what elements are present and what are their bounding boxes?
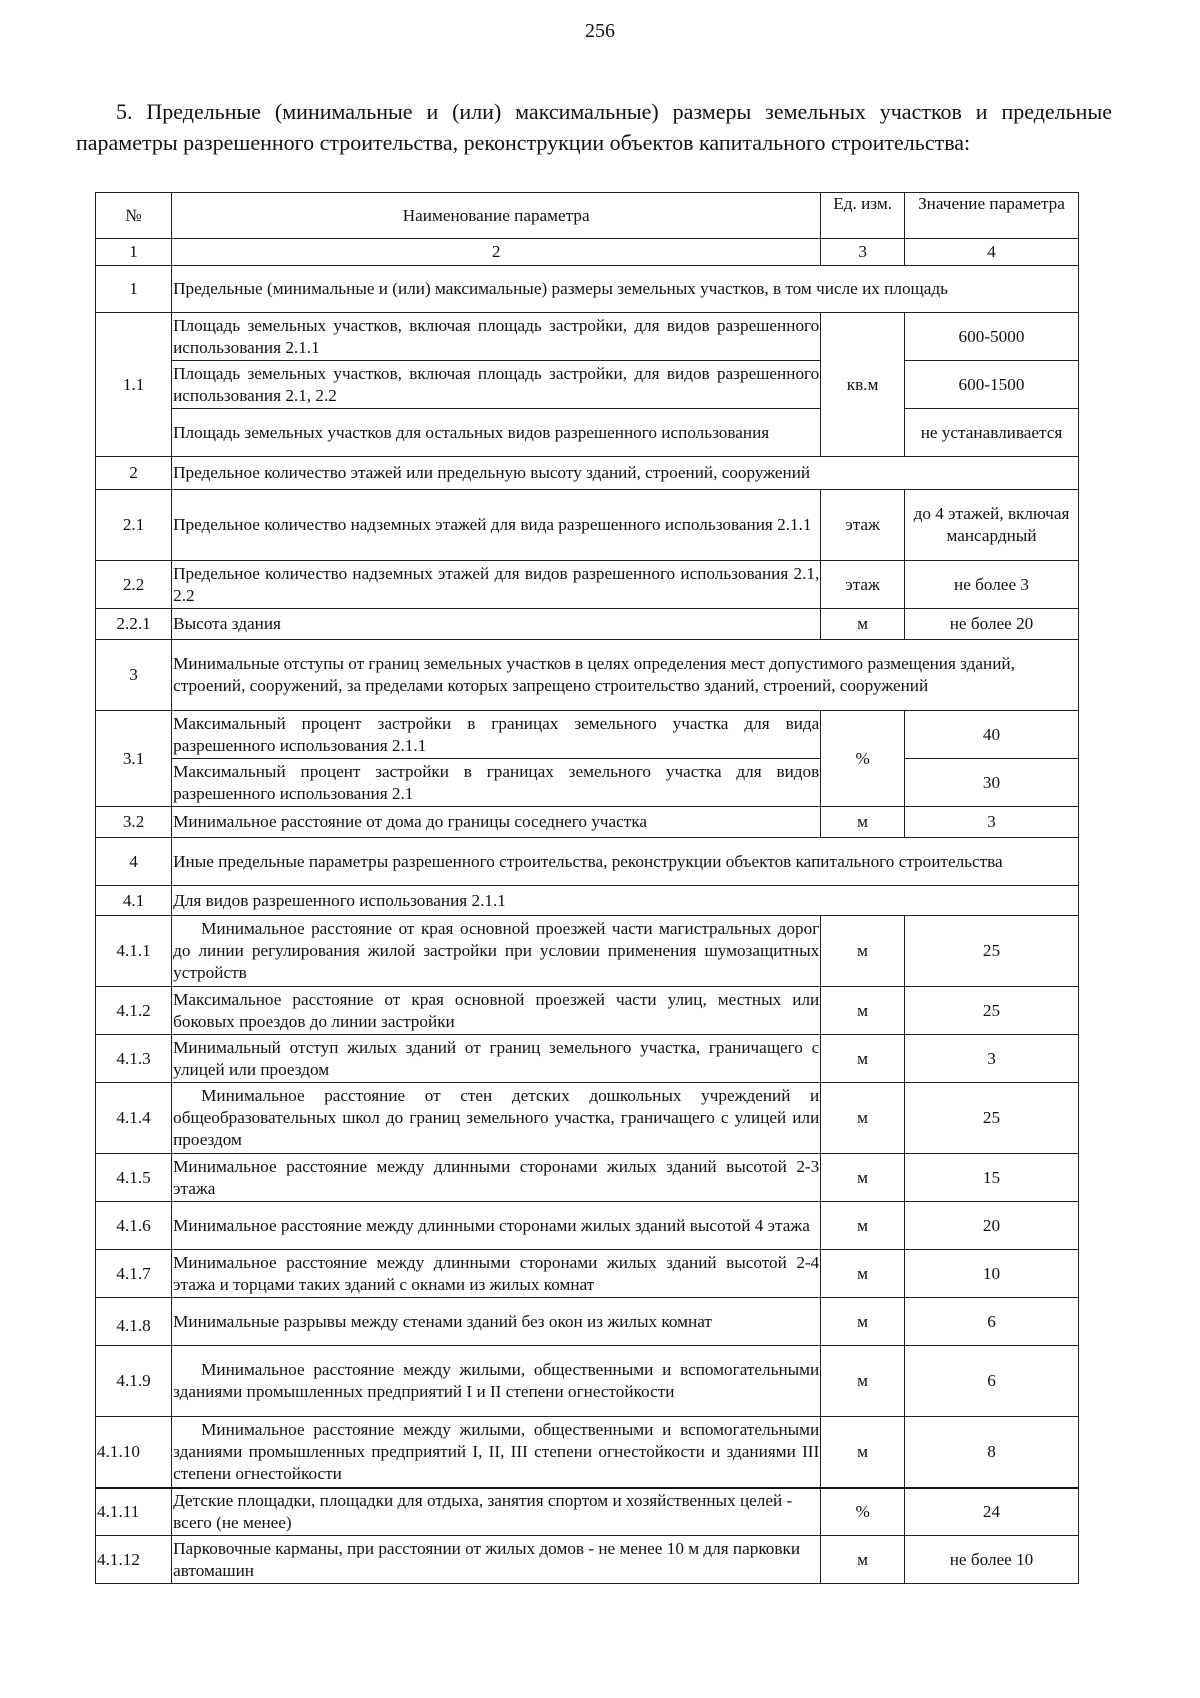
row-unit: м xyxy=(821,916,905,987)
row-name: Высота здания xyxy=(172,609,821,640)
table-row xyxy=(96,807,1079,838)
row-unit: этаж xyxy=(821,490,905,561)
row-value: не устанавливается xyxy=(904,409,1078,457)
row-unit: м xyxy=(821,609,905,640)
table-row xyxy=(96,409,1079,457)
row-value: 20 xyxy=(904,1202,1078,1250)
row-num: 4.1.2 xyxy=(96,987,172,1035)
table-header-row xyxy=(96,193,1079,239)
row-value: 15 xyxy=(904,1154,1078,1202)
row-value: 40 xyxy=(904,711,1078,759)
row-value: до 4 этажей, включая мансардный xyxy=(904,490,1078,561)
row-value: 8 xyxy=(904,1417,1078,1488)
row-num: 2.2.1 xyxy=(96,609,172,640)
table-row xyxy=(96,457,1079,490)
table-row xyxy=(96,886,1079,916)
row-name: Минимальное расстояние между длинными сторонами жилых зданий высотой 2-3 этажа xyxy=(172,1154,821,1202)
row-num: 4.1.4 xyxy=(96,1083,172,1154)
table-row xyxy=(96,711,1079,759)
table-row xyxy=(96,987,1079,1035)
row-num: 4.1.3 xyxy=(96,1035,172,1083)
row-name: Предельные (минимальные и (или) максимальные) размеры земельных участков, в том числе их площадь xyxy=(172,266,1079,313)
row-num: 4.1.12 xyxy=(96,1536,172,1584)
row-value: 25 xyxy=(904,1083,1078,1154)
table-row xyxy=(96,266,1079,313)
col-number-4: 4 xyxy=(904,239,1078,266)
parameters-table xyxy=(95,192,1079,1584)
table-row xyxy=(96,1202,1079,1250)
row-value: 600-5000 xyxy=(904,313,1078,361)
row-num: 2 xyxy=(96,457,172,490)
row-name: Минимальный отступ жилых зданий от границ земельного участка, граничащего с улицей или проездом xyxy=(172,1035,821,1083)
row-value: 30 xyxy=(904,759,1078,807)
table-row xyxy=(96,1536,1079,1584)
page-number: 256 xyxy=(585,20,615,42)
col-number-1: 1 xyxy=(96,239,172,266)
row-value: не более 3 xyxy=(904,561,1078,609)
row-value: не более 10 xyxy=(904,1536,1078,1584)
row-value: 3 xyxy=(904,807,1078,838)
row-name: Предельное количество надземных этажей для видов разрешенного использования 2.1, 2.2 xyxy=(172,561,821,609)
row-name: Предельное количество надземных этажей для вида разрешенного использования 2.1.1 xyxy=(172,490,821,561)
row-num: 1 xyxy=(96,266,172,313)
col-number-3: 3 xyxy=(821,239,905,266)
row-name: Детские площадки, площадки для отдыха, занятия спортом и хозяйственных целей - всего (не менее) xyxy=(172,1488,821,1536)
row-name: Минимальное расстояние между длинными сторонами жилых зданий высотой 2-4 этажа и торцами таких зданий с окнами из жилых комнат xyxy=(172,1250,821,1298)
section-heading xyxy=(76,96,1112,158)
col-number-2: 2 xyxy=(172,239,821,266)
header-name: Наименование параметра xyxy=(172,193,821,239)
header-num: № xyxy=(96,193,172,239)
row-unit: м xyxy=(821,987,905,1035)
table-row xyxy=(96,1488,1079,1536)
row-unit: м xyxy=(821,1202,905,1250)
row-name: Минимальное расстояние между жилыми, общественными и вспомогательными зданиями промышленных предприятий I и II степени огнестойкости xyxy=(172,1346,821,1417)
row-name: Минимальное расстояние между длинными сторонами жилых зданий высотой 4 этажа xyxy=(172,1202,821,1250)
row-name: Минимальное расстояние от стен детских дошкольных учреждений и общеобразовательных школ до границ земельного участка, граничащего с улицей или проездом xyxy=(172,1083,821,1154)
table-row xyxy=(96,490,1079,561)
row-value: 10 xyxy=(904,1250,1078,1298)
row-unit: м xyxy=(821,1250,905,1298)
table-row xyxy=(96,838,1079,886)
table-row xyxy=(96,609,1079,640)
row-unit: м xyxy=(821,1536,905,1584)
row-name: Максимальное расстояние от края основной проезжей части улиц, местных или боковых проездов до линии застройки xyxy=(172,987,821,1035)
row-unit: % xyxy=(821,1488,905,1536)
row-num: 3 xyxy=(96,640,172,711)
row-num: 2.1 xyxy=(96,490,172,561)
row-unit: м xyxy=(821,1298,905,1346)
row-name: Площадь земельных участков, включая площадь застройки, для видов разрешенного использования 2.1.1 xyxy=(172,313,821,361)
table-row xyxy=(96,313,1079,361)
row-name: Минимальное расстояние между жилыми, общественными и вспомогательными зданиями промышленных предприятий I, II, III степени огнестойкости и зданиями III степени огнестойкости xyxy=(172,1417,821,1488)
row-name: Иные предельные параметры разрешенного строительства, реконструкции объектов капитального строительства xyxy=(172,838,1079,886)
row-unit: м xyxy=(821,807,905,838)
header-unit: Ед. изм. xyxy=(821,193,905,239)
table-row xyxy=(96,1154,1079,1202)
row-name: Минимальные разрывы между стенами зданий без окон из жилых комнат xyxy=(172,1298,821,1346)
table-row xyxy=(96,1346,1079,1417)
row-num: 4.1.1 xyxy=(96,916,172,987)
table-row xyxy=(96,640,1079,711)
row-num: 4.1.8 xyxy=(96,1298,172,1346)
row-name: Минимальные отступы от границ земельных участков в целях определения мест допустимого размещения зданий, строений, сооружений, за пределами которых запрещено строительство зданий, строений, сооружений xyxy=(172,640,1079,711)
row-value: 3 xyxy=(904,1035,1078,1083)
row-num: 3.2 xyxy=(96,807,172,838)
table-row xyxy=(96,1035,1079,1083)
column-numbers-row xyxy=(96,239,1079,266)
row-name: Для видов разрешенного использования 2.1.1 xyxy=(172,886,1079,916)
table-row xyxy=(96,561,1079,609)
row-num: 4.1.6 xyxy=(96,1202,172,1250)
table-row xyxy=(96,1417,1079,1488)
row-value: 6 xyxy=(904,1346,1078,1417)
row-value: 25 xyxy=(904,916,1078,987)
row-unit: м xyxy=(821,1083,905,1154)
table-row xyxy=(96,1298,1079,1346)
row-unit: % xyxy=(821,711,905,807)
row-value: 6 xyxy=(904,1298,1078,1346)
table-row xyxy=(96,1250,1079,1298)
table-row xyxy=(96,1083,1079,1154)
row-name: Минимальное расстояние от края основной проезжей части магистральных дорог до линии регулирования жилой застройки при условии применения шумозащитных устройств xyxy=(172,916,821,987)
row-num: 4.1.9 xyxy=(96,1346,172,1417)
row-unit: м xyxy=(821,1346,905,1417)
row-num: 3.1 xyxy=(96,711,172,807)
section-heading-text: 5. Предельные (минимальные и (или) максимальные) размеры земельных участков и предельные параметры разрешенного строительства, реконструкции объектов капитального строительства: xyxy=(76,99,1112,155)
row-unit: кв.м xyxy=(821,313,905,457)
row-value: не более 20 xyxy=(904,609,1078,640)
row-num: 4 xyxy=(96,838,172,886)
row-name: Максимальный процент застройки в границах земельного участка для видов разрешенного использования 2.1 xyxy=(172,759,821,807)
row-name: Парковочные карманы, при расстоянии от жилых домов - не менее 10 м для парковки автомашин xyxy=(172,1536,821,1584)
header-value: Значение параметра xyxy=(904,193,1078,239)
row-value: 24 xyxy=(904,1488,1078,1536)
table-row xyxy=(96,759,1079,807)
table-row xyxy=(96,916,1079,987)
row-num: 4.1.10 xyxy=(96,1417,172,1488)
row-num: 4.1.5 xyxy=(96,1154,172,1202)
row-num: 4.1.7 xyxy=(96,1250,172,1298)
row-num: 1.1 xyxy=(96,313,172,457)
row-name: Предельное количество этажей или предельную высоту зданий, строений, сооружений xyxy=(172,457,1079,490)
row-unit: м xyxy=(821,1417,905,1488)
row-unit: м xyxy=(821,1154,905,1202)
row-num: 2.2 xyxy=(96,561,172,609)
row-unit: м xyxy=(821,1035,905,1083)
row-name: Площадь земельных участков, включая площадь застройки, для видов разрешенного использования 2.1, 2.2 xyxy=(172,361,821,409)
row-num: 4.1 xyxy=(96,886,172,916)
row-name: Площадь земельных участков для остальных видов разрешенного использования xyxy=(172,409,821,457)
table-row xyxy=(96,361,1079,409)
row-name: Минимальное расстояние от дома до границы соседнего участка xyxy=(172,807,821,838)
row-value: 25 xyxy=(904,987,1078,1035)
row-value: 600-1500 xyxy=(904,361,1078,409)
row-name: Максимальный процент застройки в границах земельного участка для вида разрешенного использования 2.1.1 xyxy=(172,711,821,759)
row-num: 4.1.11 xyxy=(96,1488,172,1536)
row-unit: этаж xyxy=(821,561,905,609)
